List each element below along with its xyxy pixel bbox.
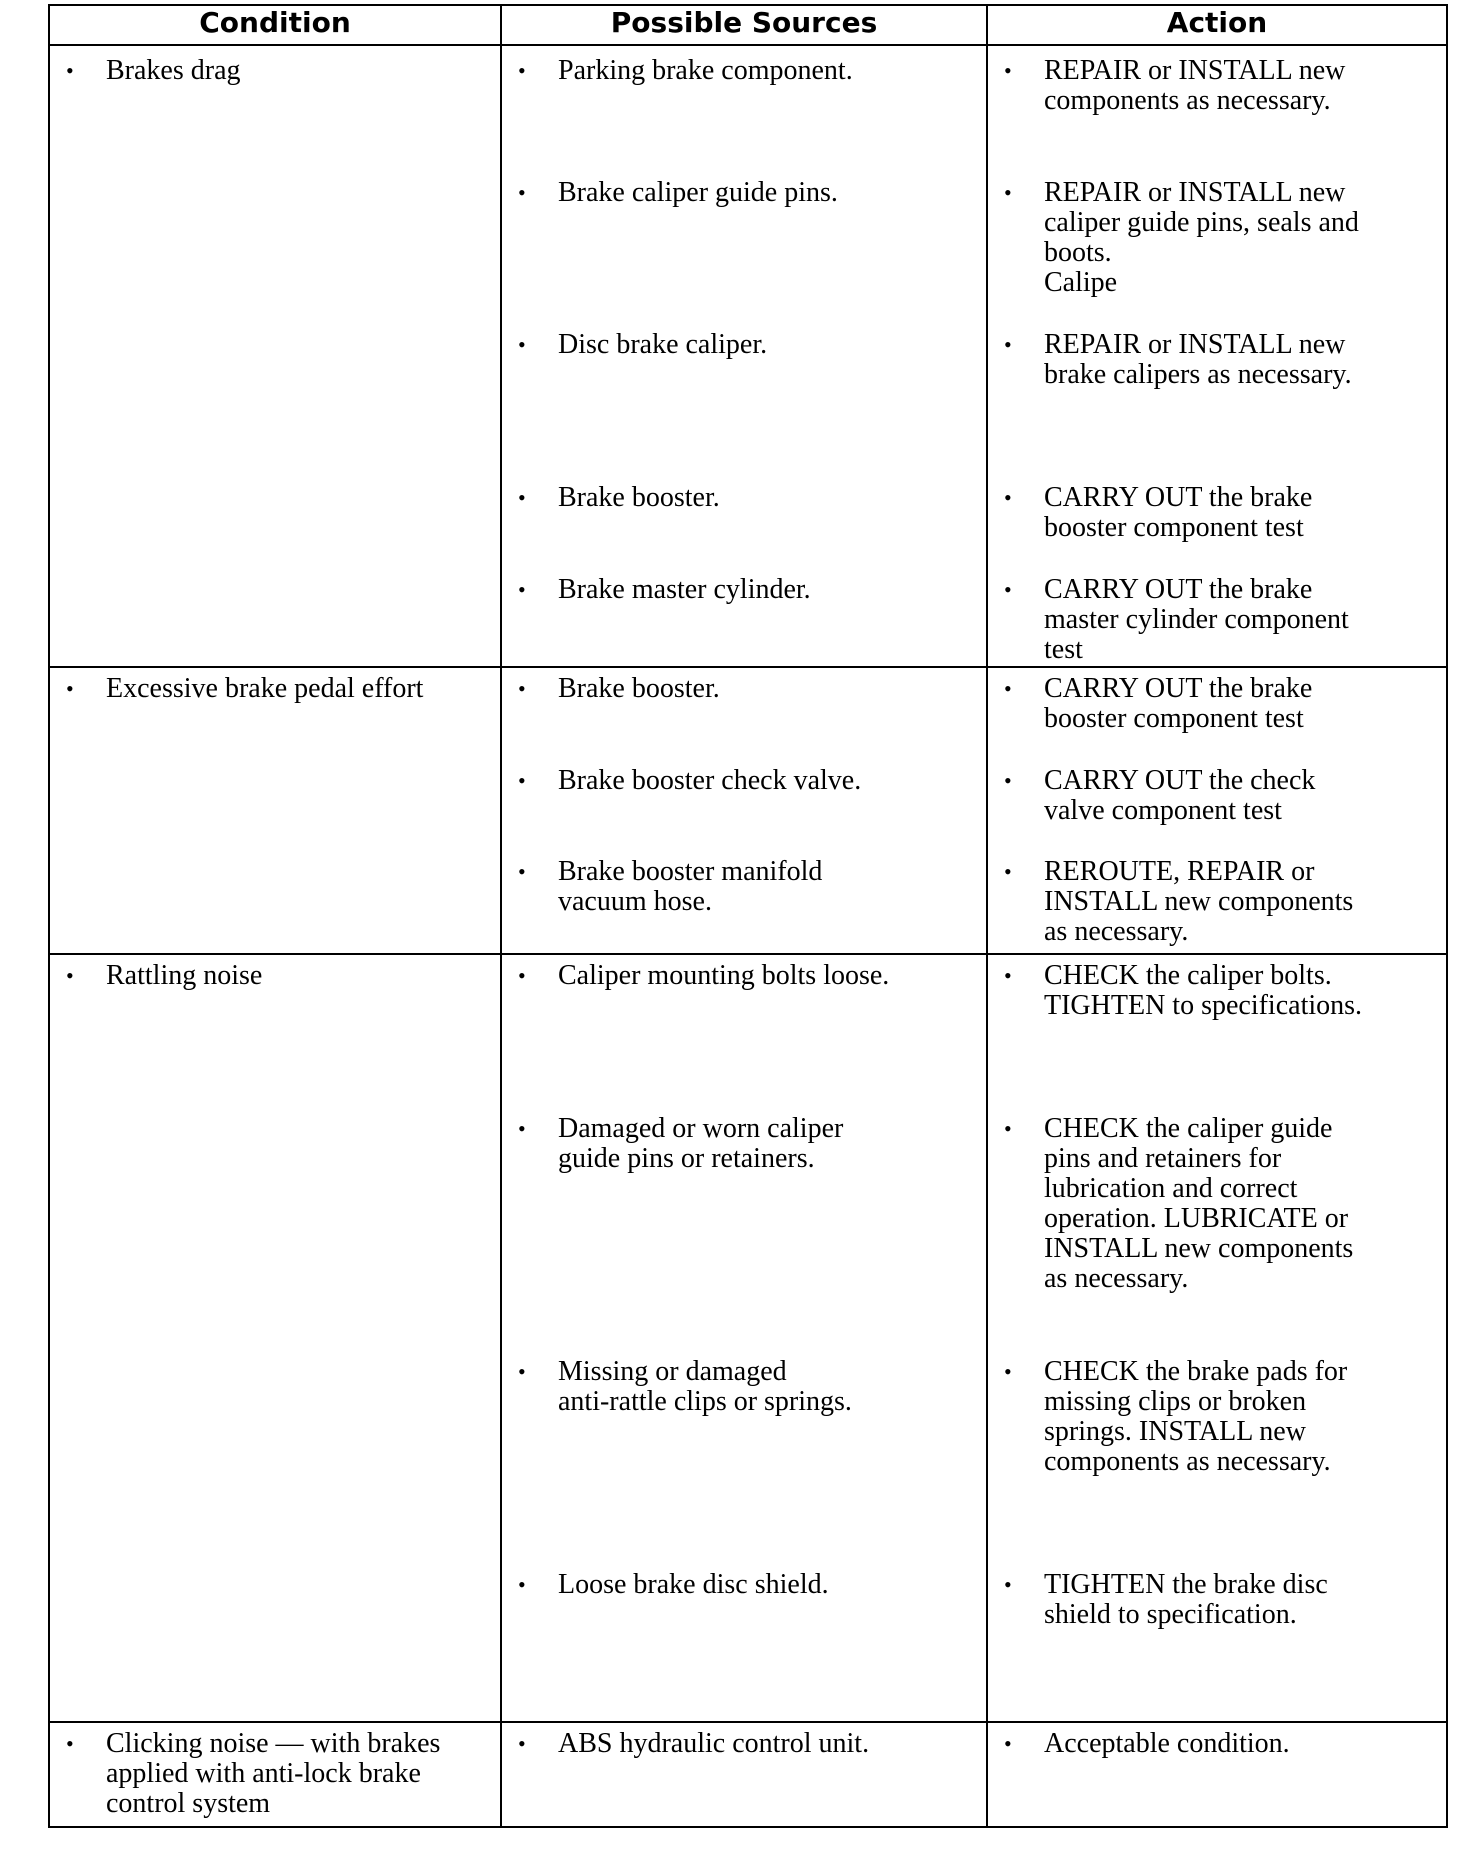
bullet: • (518, 1359, 526, 1384)
bullet: • (518, 180, 526, 205)
header-action: Action (987, 5, 1447, 45)
table-row (49, 1722, 1447, 1827)
source-text: Damaged or worn caliper guide pins or retainers. (558, 1113, 844, 1174)
bullet: • (518, 1116, 526, 1141)
header-possible-sources: Possible Sources (501, 5, 987, 45)
bullet: • (1004, 180, 1012, 205)
action-text: REROUTE, REPAIR or INSTALL new components as necessary. (1044, 856, 1354, 947)
source-text: Brake booster. (558, 673, 720, 704)
bullet: • (66, 963, 74, 988)
bullet: • (1004, 58, 1012, 83)
source-text: Brake caliper guide pins. (558, 177, 838, 208)
action-cell (987, 954, 1447, 1722)
table-row (49, 45, 1447, 667)
source-text: Missing or damaged anti-rattle clips or springs. (558, 1356, 852, 1417)
bullet: • (1004, 1359, 1012, 1384)
bullet: • (66, 1731, 74, 1756)
table-row (49, 667, 1447, 954)
source-text: Parking brake component. (558, 55, 853, 86)
condition-text: Rattling noise (106, 960, 263, 991)
action-text: CARRY OUT the brake booster component test (1044, 482, 1313, 543)
action-text: TIGHTEN the brake disc shield to specification. (1044, 1569, 1328, 1630)
action-text: CARRY OUT the brake master cylinder component test (1044, 574, 1349, 665)
sources-cell (501, 954, 987, 1722)
bullet: • (1004, 1731, 1012, 1756)
table-row (49, 954, 1447, 1722)
bullet: • (1004, 485, 1012, 510)
diagnosis-table (48, 4, 1448, 1828)
bullet: • (518, 768, 526, 793)
sources-cell (501, 667, 987, 954)
bullet: • (518, 1731, 526, 1756)
condition-cell (49, 667, 501, 954)
action-text: REPAIR or INSTALL new brake calipers as necessary. (1044, 329, 1352, 390)
bullet: • (518, 58, 526, 83)
bullet: • (518, 963, 526, 988)
source-text: Brake booster. (558, 482, 720, 513)
bullet: • (1004, 963, 1012, 988)
action-text: Acceptable condition. (1044, 1728, 1290, 1759)
bullet: • (66, 676, 74, 701)
action-cell (987, 667, 1447, 954)
bullet: • (518, 485, 526, 510)
bullet: • (1004, 1572, 1012, 1597)
action-cell (987, 1722, 1447, 1827)
source-text: Caliper mounting bolts loose. (558, 960, 890, 991)
action-text: CHECK the caliper guide pins and retainers for lubrication and correct operation. LUBRICATE or INSTALL new components as necessary. (1044, 1113, 1354, 1294)
bullet: • (66, 58, 74, 83)
bullet: • (518, 676, 526, 701)
bullet: • (1004, 768, 1012, 793)
source-text: Disc brake caliper. (558, 329, 768, 360)
source-text: ABS hydraulic control unit. (558, 1728, 870, 1759)
bullet: • (518, 577, 526, 602)
condition-cell (49, 954, 501, 1722)
condition-text: Brakes drag (106, 55, 241, 86)
action-text: CHECK the brake pads for missing clips or broken springs. INSTALL new components as necessary. (1044, 1356, 1348, 1477)
condition-cell (49, 45, 501, 667)
bullet: • (1004, 676, 1012, 701)
source-text: Brake booster manifold vacuum hose. (558, 856, 823, 917)
bullet: • (1004, 1116, 1012, 1141)
action-text: REPAIR or INSTALL new components as necessary. (1044, 55, 1346, 116)
action-text: REPAIR or INSTALL new caliper guide pins, seals and boots. Calipe (1044, 177, 1359, 298)
action-text: CARRY OUT the brake booster component test (1044, 673, 1313, 734)
header-condition: Condition (49, 5, 501, 45)
bullet: • (1004, 332, 1012, 357)
sources-cell (501, 45, 987, 667)
header-row (49, 5, 1447, 45)
condition-cell (49, 1722, 501, 1827)
action-cell (987, 45, 1447, 667)
source-text: Brake master cylinder. (558, 574, 811, 605)
source-text: Brake booster check valve. (558, 765, 862, 796)
condition-text: Excessive brake pedal effort (106, 673, 424, 704)
bullet: • (518, 859, 526, 884)
action-text: CARRY OUT the check valve component test (1044, 765, 1316, 826)
bullet: • (518, 332, 526, 357)
bullet: • (518, 1572, 526, 1597)
bullet: • (1004, 859, 1012, 884)
source-text: Loose brake disc shield. (558, 1569, 829, 1600)
condition-text: Clicking noise — with brakes applied with anti-lock brake control system (106, 1728, 441, 1819)
bullet: • (1004, 577, 1012, 602)
sources-cell (501, 1722, 987, 1827)
action-text: CHECK the caliper bolts. TIGHTEN to specifications. (1044, 960, 1363, 1021)
